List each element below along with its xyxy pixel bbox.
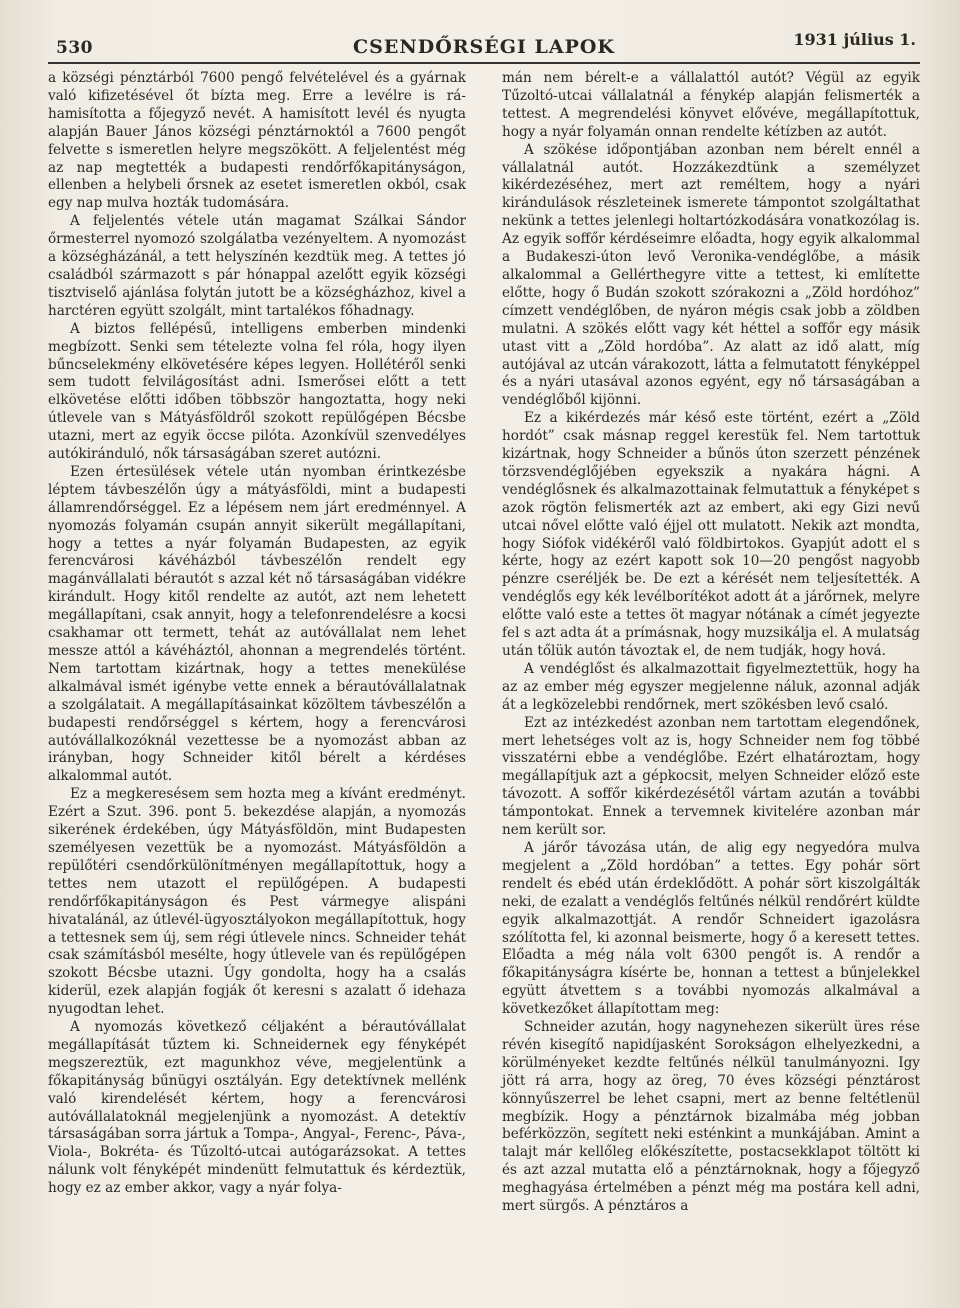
- paragraph: Ezen értesülések vétele után nyomban érintkezésbe léptem távbeszélőn úgy a mátyásföldi, mint a budapesti államrendőrséggel. Ez a lépésem nem járt eredménnyel. A nyomozás folyamán csupán annyit sikerült megállapítani, hogy a tettes a nyár folyamán Budapesten, az egyik ferencvárosi kávéházból távbeszélőn rendelt egy magánvállalati bérautót s azzal két nő társaságában vidékre kirándult. Hogy kitől rendelte az autót, azt nem lehetett megállapítani, csak annyit, hogy a telefonrendelésre a kocsi csakhamar ott termett, tehát az autóvállalat nem lehet messze attól a kávéháztól, ahonnan a megrendelés történt. Nem tartottam kizártnak, hogy a tettes menekülése alkalmával ismét igénybe vette ennek a bérautóvállalatnak a szolgálatait. A megállapításainkat közöltem távbeszélőn a budapesti rendőrséggel s kértem, hogy a ferencvárosi autóvállalkozóknál vezettesse be a nyomozást abban az irányban, hogy Schneider kitől bérelt a kérdéses alkalommal autót.: [48, 463, 466, 785]
- paragraph: A biztos fellépésű, intelligens emberben mindenki megbízott. Senki sem tételezte volna fel róla, hogy ilyen bűncselekmény elkövetésére képes legyen. Hollétéről senki sem tudott felvilágosítást adni. Ismerősei előtt a tett elkövetése előtti időben többször hangoztatta, hogy neki útlevele van s Mátyásföldről szokott repülőgépen Bécsbe utazni, mert az egyik öccse pilóta. Azonkívül szenvedélyes autókiránduló, nők társaságában szeret autózni.: [48, 320, 466, 463]
- page-header: [48, 28, 920, 64]
- page-number: 530: [56, 38, 93, 58]
- issue-date: 1931 július 1.: [793, 30, 916, 49]
- paragraph: A szökése időpontjában azonban nem bérelt ennél a vállalatnál autót. Hozzákezdtünk a személyzet kikérdezéséhez, mert azt reméltem, hogy a nyári kirándulások részleteinek ismerete támpontot szolgáltathat nekünk a tettes jelenlegi holtartózkodására vonatkozólag is. Az egyik soffőr kérdéseimre előadta, hogy egyik alkalommal a Budakeszi-úton levő Veronika-vendéglőbe, a másik alkalommal a Gellérthegyre vitte a tettest, ki említette előtte, hogy ő Budán szokott szórakozni a „Zöld hordóhoz” címzett vendéglőben, de nyáron mégis csak jobb a zöldben mulatni. A szökés előtt vagy két héttel a soffőr egy másik utast vitt a „Zöld hordóba”. Az alatt az idő alatt, míg autójával az utcán várakozott, látta a felmutatott fényképpel és a nyári utasával azonos egyént, egy nő társaságában a vendéglőből kijönni.: [502, 141, 920, 409]
- article-body: [48, 70, 920, 1216]
- right-column: [502, 70, 920, 1216]
- paragraph: Schneider azután, hogy nagynehezen sikerült üres rése révén kisegítő napidíjasként Sorokságon elhelyezkedni, a körülményeket kezdte feltűnés nélkül tanulmányozni. Igy jött rá arra, hogy az öreg, 70 éves községi pénztárost könnyűszerrel be lehet csapni, mert az benne feltétlenül megbízik. Hogy a pénztárnok bizalmába még jobban beférközzön, segített neki esténkint a munkájában. Amint a talajt már kellőleg előkészítette, postacsekklapot töltött ki és azt azzal mutatta elő a pénztárnoknak, hogy a főjegyző meghagyása értelmében a pénzt még ma postára kell adni, mert sürgős. A pénztáros a: [502, 1019, 920, 1215]
- paragraph: A feljelentés vétele után magamat Szálkai Sándor őrmesterrel nyomozó szolgálatba vezényeltem. A nyomozást a községházánál, a tett helyszínén kezdtük meg. A tettes jó családból származott s pár hónappal azelőtt egyik községi tisztviselő ajánlása folytán jutott be a községházhoz, kivel a harctéren együtt szolgált, mint tartalékos főhadnagy.: [48, 213, 466, 319]
- paragraph: Ezt az intézkedést azonban nem tartottam elegendőnek, mert lehetséges volt az is, hogy Schneider nem fog többé visszatérni ebbe a vendéglőbe. Ezért elhatároztam, hogy megállapítjuk azt a gépkocsit, melyen Schneider előző este távozott. A soffőr kikérdezésétől vártam azután a további támpontokat. Ennek a tervemnek kivitelére azonban már nem került sor.: [502, 714, 920, 839]
- paragraph: A vendéglőst és alkalmazottait figyelmeztettük, hogy ha az az ember még egyszer megjelenne náluk, azonnal adják át a legközelebbi rendőrnek, mert szökésben levő csaló.: [502, 660, 920, 713]
- publication-title: CSENDŐRSÉGI LAPOK: [353, 36, 615, 58]
- paragraph: a községi pénztárból 7600 pengő felvételével és a gyárnak való kifizetésével őt bízta meg. Erre a levélre is rá-hamisította a főjegyző nevét. A hamisított levél és nyugta alapján Bauer János községi pénztárnoktól a 7600 pengőt felvette s ismeretlen helyre megszökött. A feljelentést még az nap megtették a budapesti rendőrfőkapitányságon, ellenben a helybeli őrsnek az esetet ismeretlen okból, csak egy nap mulva hozták tudomására.: [48, 70, 466, 212]
- paragraph: mán nem bérelt-e a vállalattól autót? Végül az egyik Tűzoltó-utcai vállalatnál a fénykép alapján felismerték a tettest. A megrendelési könyvet elővéve, megállapítottuk, hogy a nyár folyamán onnan rendelte kétízben az autót.: [502, 70, 920, 140]
- left-column: [48, 70, 466, 1216]
- paragraph: Ez a megkeresésem sem hozta meg a kívánt eredményt. Ezért a Szut. 396. pont 5. bekezdése alapján, a nyomozás sikerének érdekében, úgy Mátyásföldön, mint Budapesten személyesen vezettük be a nyomozást. Mátyásföldön a repülőtéri csendőrkülönítményen megállapítottuk, hogy a tettes nem utazott el repülőgépen. A budapesti rendőrfőkapitányságon és Pest vármegye alispáni hivatalánál, az útlevél-ügyosztályokon megállapítottuk, hogy a tettesnek sem új, sem régi útlevele nincs. Schneider tehát csak számításból mesélte, hogy útlevele van és repülőgépen szokott Bécsbe utazni. Úgy gondolta, hogy ha a csalás kiderül, ezek alapján fogják őt keresni s azalatt ő idehaza nyugodtan lehet.: [48, 786, 466, 1018]
- paragraph: Ez a kikérdezés már késő este történt, ezért a „Zöld hordót” csak másnap reggel kerestük fel. Nem tartottuk kizártnak, hogy Schneider a bűnös úton szerzett pénzének törzsvendéglőjében egyekszik a nyakára hágni. A vendéglősnek és alkalmazottainak felmutattuk a fényképet s azok rögtön felismerték azt az embert, aki egy Gizi nevű utcai nővel előtte való éjjel ott mulatott. Nekik azt mondta, hogy Siófok vidékéről való földbirtokos. Gyapjút adott el s kérte, hogy az ezért kapott sok 10—20 pengőst nagyobb pénzre cseréljék be. De ezt a kérését nem teljesítették. A vendéglős egy kék levélborítékot adott át a járőrnek, melyre előtte való este a tettes öt magyar nótának a címét jegyezte fel s azt adta át a prímásnak, hogy muzsikálja el. A mulatság után tőlük autón távoztak el, de nem tudják, hogy hová.: [502, 410, 920, 659]
- paragraph: A járőr távozása után, de alig egy negyedóra mulva megjelent a „Zöld hordóban” a tettes. Egy pohár sört rendelt és ebéd után érdeklődött. A pohár sört kiszolgálták neki, de ezalatt a vendéglős feltűnés nélkül rendőrért küldte egyik alkalmazottját. A rendőr Schneidert igazolásra szólította fel, ki azonnal beismerte, hogy ő a keresett tettes. Előadta a még nála volt 6300 pengőt is. A rendőr a főkapitányságra kísérte be, honnan a tettest a bűnjelekkel együtt átvettem s a további nyomozás alkalmával a következőket állapítottam meg:: [502, 839, 920, 1018]
- paragraph: A nyomozás következő céljaként a bérautóvállalat megállapítását tűztem ki. Schneidernek egy fényképét megszereztük, ezt magunkhoz véve, megjelentünk a főkapitányság bűnügyi osztályán. Egy detektívnek mellénk való kirendelését kértem, hogy a ferencvárosi autóvállalatoknál megjelenjünk a nyomozást. A detektív társaságában sorra jártuk a Tompa-, Angyal-, Ferenc-, Páva-, Viola-, Bokréta- és Tűzoltó-utcai autógarázsokat. A tettes nálunk volt fényképét mindenütt felmutattuk és kérdeztük, hogy ez az ember akkor, vagy a nyár folya-: [48, 1019, 466, 1197]
